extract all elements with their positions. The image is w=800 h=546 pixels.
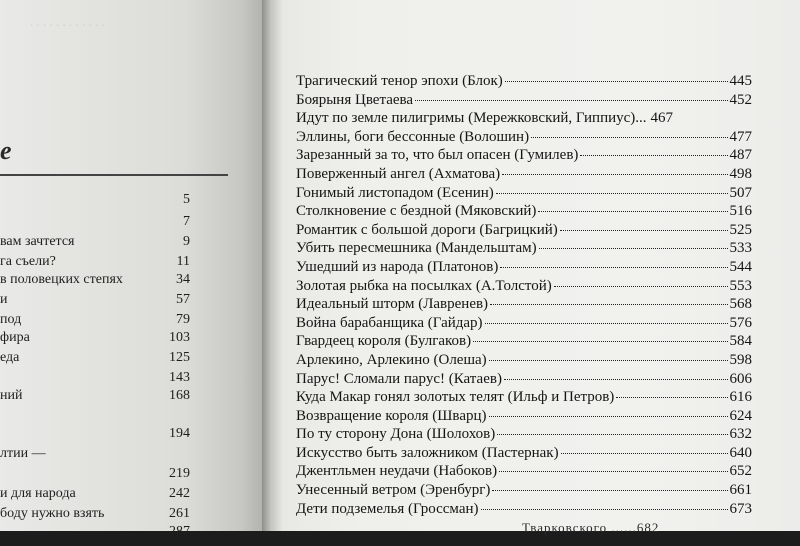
left-page-heading: е: [0, 136, 12, 165]
toc-entry: [296, 109, 752, 128]
toc-entry-page-number: 498: [729, 165, 752, 182]
toc-dot-leader: [492, 489, 727, 491]
toc-entry-page-number: 598: [729, 351, 752, 368]
left-toc-entry-page-number: 79: [176, 312, 190, 327]
toc-entry-title: Столкновение с бездной (Мяковский): [296, 203, 537, 220]
toc-dot-leader: [505, 80, 728, 82]
toc-entry-title: Поверженный ангел (Ахматова): [296, 165, 501, 182]
toc-entry-title: Возвращение короля (Шварц): [296, 407, 487, 424]
toc-entry-title: Эллины, боги бессонные (Волошин): [296, 128, 530, 145]
toc-entry-title: Золотая рыбка на посылках (А.Толстой): [296, 277, 552, 294]
toc-entry-title: Убить пересмешника (Мандельштам): [296, 240, 537, 257]
left-toc-entry: [0, 234, 190, 256]
toc-entry: [296, 258, 752, 277]
toc-entry-page-number: 661: [729, 482, 752, 499]
toc-entry: [296, 146, 752, 165]
toc-entry-page-number: 533: [729, 240, 752, 257]
toc-dot-leader: [580, 154, 727, 156]
toc-entry-title: По ту сторону Дона (Шолохов): [296, 426, 496, 443]
toc-entry-page-number: 584: [729, 333, 752, 350]
toc-dot-leader: [415, 99, 727, 101]
toc-entry: [296, 500, 752, 519]
toc-entry-title: Куда Макар гонял золотых телят (Ильф и Петров): [296, 389, 615, 406]
left-toc-entry-page-number: 9: [183, 234, 190, 249]
toc-entry-title: Джентльмен неудачи (Набоков): [296, 463, 498, 480]
toc-entry-page-number: 544: [729, 258, 752, 275]
toc-entry-page-number: 632: [729, 426, 752, 443]
toc-entry-page-number: 487: [729, 147, 752, 164]
left-toc-entry-page-number: 125: [169, 350, 190, 365]
left-toc-entry-page-number: 7: [183, 214, 190, 229]
left-toc-entry-page-number: 34: [176, 272, 190, 287]
left-toc-entry: [0, 272, 190, 294]
toc-dot-leader: [539, 247, 728, 249]
left-toc-entry-title: фира: [0, 330, 30, 345]
left-toc-entry-title: лтии —: [0, 446, 46, 461]
toc-entry: [296, 277, 752, 296]
left-toc-entry-title: боду нужно взять: [0, 506, 105, 521]
toc-entry: [296, 462, 752, 481]
toc-entry: [296, 202, 752, 221]
toc-entry: [296, 165, 752, 184]
left-toc-entry: [0, 350, 190, 372]
toc-dot-leader: [473, 340, 727, 342]
left-toc-entry: [0, 446, 190, 468]
toc-entry-page-number: 673: [729, 500, 752, 517]
left-toc-entry: [0, 524, 190, 546]
toc-entry-page-number: 568: [729, 296, 752, 313]
left-toc-entry-title: и: [0, 292, 8, 307]
left-toc-entry-title: вам зачтется: [0, 234, 75, 249]
left-toc-entry: [0, 426, 190, 448]
toc-dot-leader: [499, 470, 727, 472]
toc-dot-leader: [489, 359, 728, 361]
bleed-through-text: . . . . . . . . . . . .: [30, 14, 105, 29]
toc-dot-leader: [554, 285, 728, 287]
toc-dot-leader: [531, 136, 727, 138]
toc-entry-page-number: 445: [729, 73, 752, 89]
toc-entry: [296, 425, 752, 444]
toc-entry-title: Зарезанный за то, что был опасен (Гумилев): [296, 147, 579, 164]
toc-dot-leader: [561, 452, 728, 454]
left-toc-entry-page-number: 57: [176, 292, 190, 307]
toc-entry-page-number: 624: [729, 407, 752, 424]
left-toc-entry-title: ний: [0, 388, 23, 403]
toc-entry: [296, 128, 752, 147]
left-toc-entry-page-number: 5: [183, 192, 190, 207]
toc-entry-page-number: 652: [729, 463, 752, 480]
left-toc-entry-title: еда: [0, 350, 20, 365]
toc-entry-page-number: 516: [729, 203, 752, 220]
toc-entry-page-number: 576: [729, 314, 752, 331]
toc-entry-title: Дети подземелья (Гроссман): [296, 500, 479, 517]
left-toc-entry-page-number: 103: [169, 330, 190, 345]
left-toc-entry: [0, 466, 190, 488]
left-toc-entry: [0, 388, 190, 410]
left-toc-entry-page-number: 261: [169, 506, 190, 521]
left-toc-entry: [0, 214, 190, 236]
toc-entry: [296, 370, 752, 389]
toc-dot-leader: [500, 266, 727, 268]
left-toc-entry: [0, 192, 190, 214]
left-toc-entry-page-number: 168: [169, 388, 190, 403]
left-toc-entry-page-number: 143: [169, 370, 190, 385]
toc-entry: [296, 295, 752, 314]
toc-entry: [296, 239, 752, 258]
toc-dot-leader: [560, 229, 728, 231]
toc-entry-title: Парус! Сломали парус! (Катаев): [296, 370, 502, 387]
toc-entry-page-number: 477: [729, 128, 752, 145]
right-page: [282, 0, 800, 535]
toc-entry-page-number: 606: [729, 370, 752, 387]
toc-entry-title: Романтик с большой дороги (Багрицкий): [296, 221, 558, 238]
toc-entry-page-number: 452: [729, 91, 752, 108]
toc-dot-leader: [489, 415, 728, 417]
toc-entry-title: Идеальный шторм (Лавренев): [296, 296, 489, 313]
left-toc-entry: [0, 330, 190, 352]
toc-entry: [296, 332, 752, 351]
left-page: [0, 0, 262, 539]
toc-entry-title: Арлекино, Арлекино (Олеша): [296, 351, 487, 368]
toc-dot-leader: [616, 396, 727, 398]
toc-entry-title: Ушедший из народа (Платонов): [296, 258, 499, 275]
toc-dot-leader: [490, 303, 727, 305]
toc-entry-title: Гонимый листопадом (Есенин): [296, 184, 494, 201]
toc-entry: [296, 388, 752, 407]
toc-entry-page-number: 507: [729, 184, 752, 201]
toc-dot-leader: [497, 433, 727, 435]
toc-entry: [296, 481, 752, 500]
left-toc-entry: [0, 486, 190, 508]
toc-entry-page-number: 553: [729, 277, 752, 294]
toc-entry-title: Искусство быть заложником (Пастернак): [296, 444, 559, 461]
left-toc-entry-page-number: 242: [169, 486, 190, 501]
left-toc-entry: [0, 292, 190, 314]
toc-dot-leader: [504, 378, 728, 380]
left-toc-entry-page-number: 11: [176, 254, 190, 269]
toc-entry: [296, 72, 752, 91]
toc-entry-page-number: 525: [729, 221, 752, 238]
toc-entry-title: Гвардеец короля (Булгаков): [296, 333, 472, 350]
left-toc-entry-title: и для народа: [0, 486, 76, 501]
left-toc-entry-title: под: [0, 312, 22, 327]
toc-entry: [296, 221, 752, 240]
toc-entry-title: Трагический тенор эпохи (Блок): [296, 73, 503, 89]
toc-entry: [296, 407, 752, 426]
toc-entry: [296, 351, 752, 370]
left-toc-entry-page-number: 194: [169, 426, 190, 441]
cut-off-footer-line: Тварковского ......682: [522, 520, 660, 535]
toc-entry: [296, 184, 752, 203]
toc-entry: [296, 314, 752, 333]
toc-entry-title: Идут по земле пилигримы (Мережковский, Гиппиус)...: [296, 110, 647, 127]
left-toc-entry-title: га съели?: [0, 254, 56, 269]
table-of-contents: [296, 72, 752, 518]
toc-entry: [296, 91, 752, 110]
toc-entry: [296, 444, 752, 463]
left-page-rule: [0, 174, 228, 176]
toc-dot-leader: [481, 508, 728, 510]
toc-entry-page-number: 640: [729, 444, 752, 461]
toc-entry-title: Война барабанщика (Гайдар): [296, 314, 483, 331]
toc-dot-leader: [496, 192, 728, 194]
left-toc-entry-page-number: 219: [169, 466, 190, 481]
toc-dot-leader: [485, 322, 728, 324]
book-gutter: [262, 0, 282, 531]
left-toc-entry-page-number: 287: [169, 524, 190, 539]
toc-dot-leader: [538, 210, 727, 212]
toc-entry-title: Унесенный ветром (Эренбург): [296, 482, 491, 499]
toc-dot-leader: [502, 173, 727, 175]
toc-entry-page-number: 467: [650, 110, 674, 127]
toc-entry-title: Боярыня Цветаева: [296, 91, 414, 108]
toc-entry-page-number: 616: [729, 389, 752, 406]
left-toc-entry-title: в половецких степях: [0, 272, 123, 287]
